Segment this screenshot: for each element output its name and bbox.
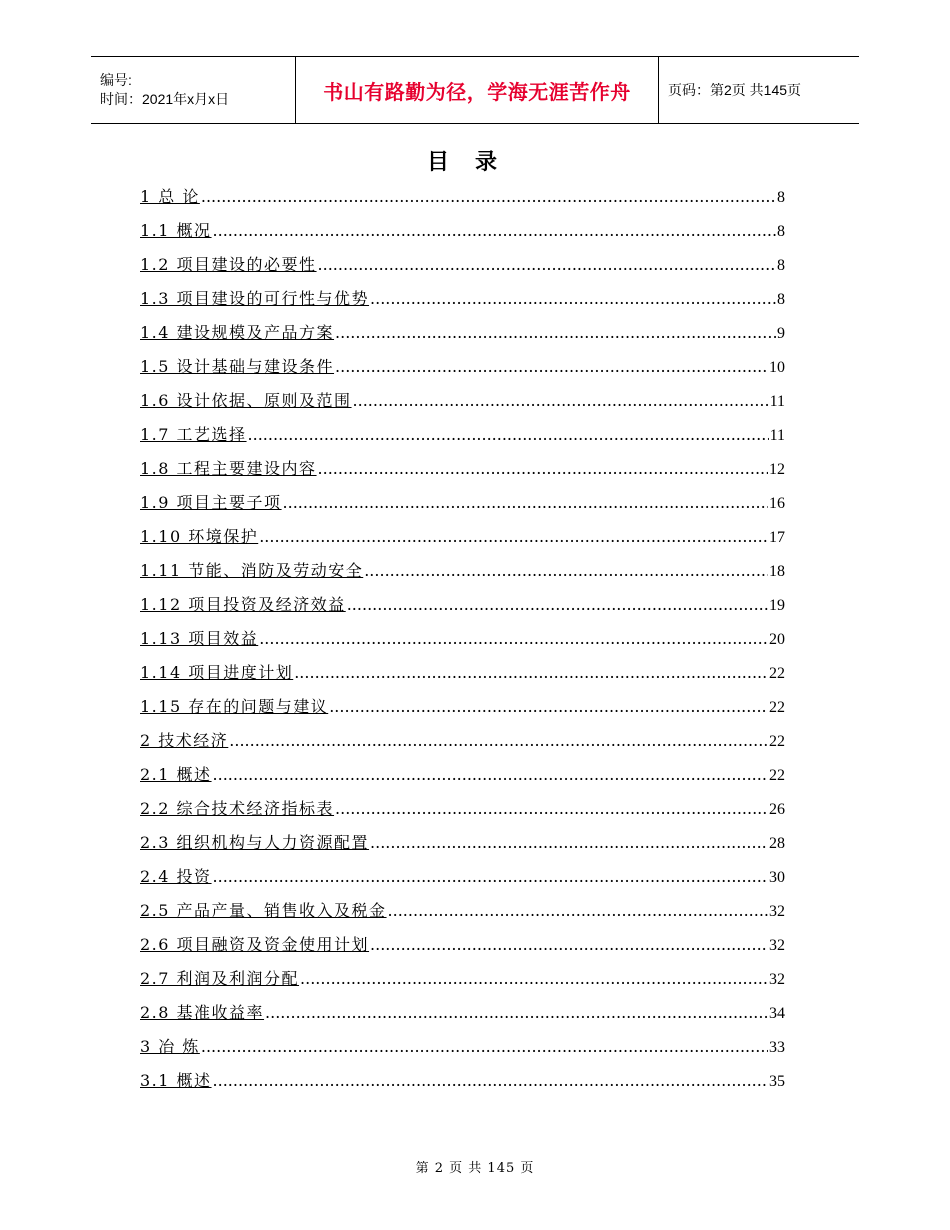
toc-page-number: 9 — [777, 325, 785, 342]
toc-entry-link[interactable]: 1 总 论 — [140, 187, 200, 206]
toc-dot-leader — [283, 490, 768, 516]
toc-entry[interactable] — [140, 694, 785, 728]
toc-entry[interactable] — [140, 490, 785, 524]
toc-page-number: 17 — [769, 529, 785, 546]
toc-entry-link[interactable]: 2.8 基准收益率 — [140, 1003, 265, 1022]
toc-page-number: 30 — [769, 869, 785, 886]
toc-page-number: 35 — [769, 1073, 785, 1090]
toc-page-number: 34 — [769, 1005, 785, 1022]
document-time: 时间：2021年x月x日 — [100, 91, 230, 107]
toc-page-number: 16 — [769, 495, 785, 512]
toc-entry-link[interactable]: 1.14 项目进度计划 — [140, 663, 294, 682]
toc-page-number: 19 — [769, 597, 785, 614]
toc-page-number: 18 — [769, 563, 785, 580]
toc-dot-leader — [329, 694, 768, 720]
toc-page-number: 20 — [769, 631, 785, 648]
toc-dot-leader — [370, 830, 768, 856]
toc-page-number: 8 — [777, 223, 785, 240]
toc-dot-leader — [213, 1068, 768, 1094]
toc-dot-leader — [294, 660, 768, 686]
toc-page-number: 26 — [769, 801, 785, 818]
toc-page-number: 8 — [777, 189, 785, 206]
toc-dot-leader — [335, 354, 768, 380]
toc-page-number: 28 — [769, 835, 785, 852]
document-number-label: 编号: — [100, 72, 132, 88]
toc-entry-link[interactable]: 1.10 环境保护 — [140, 527, 259, 546]
toc-entry[interactable] — [140, 388, 785, 422]
toc-entry[interactable] — [140, 422, 785, 456]
toc-page-number: 22 — [769, 767, 785, 784]
toc-entry[interactable] — [140, 252, 785, 286]
toc-entry-link[interactable]: 1.5 设计基础与建设条件 — [140, 357, 335, 376]
toc-entry[interactable] — [140, 218, 785, 252]
toc-dot-leader — [213, 762, 768, 788]
toc-page-number: 11 — [769, 393, 785, 410]
toc-entry-link[interactable]: 1.8 工程主要建设内容 — [140, 459, 317, 478]
toc-dot-leader — [259, 626, 768, 652]
toc-dot-leader — [370, 286, 776, 312]
toc-dot-leader — [370, 932, 768, 958]
toc-page-number: 12 — [769, 461, 785, 478]
toc-page-number: 10 — [769, 359, 785, 376]
toc-entry[interactable] — [140, 184, 785, 218]
header-motto-cell — [295, 57, 659, 123]
toc-entry[interactable] — [140, 286, 785, 320]
toc-entry-link[interactable]: 2.7 利润及利润分配 — [140, 969, 300, 988]
header-page-info: 页码：第2页 共145页 — [668, 82, 802, 98]
toc-dot-leader — [353, 388, 769, 414]
toc-entry-link[interactable]: 2.6 项目融资及资金使用计划 — [140, 935, 370, 954]
toc-entry[interactable] — [140, 966, 785, 1000]
toc-dot-leader — [388, 898, 768, 924]
toc-entry-link[interactable]: 1.6 设计依据、原则及范围 — [140, 391, 352, 410]
toc-title: 目录 — [426, 150, 523, 175]
toc-entry[interactable] — [140, 898, 785, 932]
toc-entry[interactable] — [140, 354, 785, 388]
toc-page-number: 8 — [777, 291, 785, 308]
table-of-contents — [140, 184, 785, 1102]
toc-entry-link[interactable]: 1.15 存在的问题与建议 — [140, 697, 329, 716]
toc-dot-leader — [213, 864, 768, 890]
toc-entry[interactable] — [140, 830, 785, 864]
toc-dot-leader — [265, 1000, 768, 1026]
toc-entry[interactable] — [140, 626, 785, 660]
toc-entry-link[interactable]: 1.11 节能、消防及劳动安全 — [140, 561, 364, 580]
toc-entry-link[interactable]: 1.7 工艺选择 — [140, 425, 247, 444]
toc-entry[interactable] — [140, 558, 785, 592]
toc-page-number: 22 — [769, 665, 785, 682]
toc-entry-link[interactable]: 1.3 项目建设的可行性与优势 — [140, 289, 370, 308]
toc-entry[interactable] — [140, 932, 785, 966]
toc-entry[interactable] — [140, 762, 785, 796]
toc-dot-leader — [318, 252, 776, 278]
toc-entry-link[interactable]: 2.3 组织机构与人力资源配置 — [140, 833, 370, 852]
toc-entry[interactable] — [140, 524, 785, 558]
toc-page-number: 22 — [769, 733, 785, 750]
toc-dot-leader — [335, 320, 776, 346]
toc-entry[interactable] — [140, 660, 785, 694]
toc-entry[interactable] — [140, 1068, 785, 1102]
toc-entry-link[interactable]: 1.4 建设规模及产品方案 — [140, 323, 335, 342]
toc-entry-link[interactable]: 1.9 项目主要子项 — [140, 493, 282, 512]
toc-entry[interactable] — [140, 728, 785, 762]
toc-entry[interactable] — [140, 456, 785, 490]
toc-dot-leader — [248, 422, 769, 448]
toc-entry[interactable] — [140, 864, 785, 898]
toc-page-number: 32 — [769, 903, 785, 920]
toc-entry-link[interactable]: 3.1 概述 — [140, 1071, 212, 1090]
toc-entry-link[interactable]: 1.12 项目投资及经济效益 — [140, 595, 346, 614]
toc-entry-link[interactable]: 3 冶 炼 — [140, 1037, 200, 1056]
toc-entry[interactable] — [140, 592, 785, 626]
toc-entry-link[interactable]: 1.2 项目建设的必要性 — [140, 255, 317, 274]
toc-entry-link[interactable]: 1.1 概况 — [140, 221, 212, 240]
toc-entry-link[interactable]: 1.13 项目效益 — [140, 629, 259, 648]
toc-entry-link[interactable]: 2.2 综合技术经济指标表 — [140, 799, 335, 818]
toc-page-number: 32 — [769, 937, 785, 954]
toc-entry-link[interactable]: 2.1 概述 — [140, 765, 212, 784]
page-header — [91, 56, 859, 124]
toc-page-number: 32 — [769, 971, 785, 988]
toc-dot-leader — [201, 1034, 768, 1060]
toc-entry[interactable] — [140, 1000, 785, 1034]
toc-page-number: 11 — [769, 427, 785, 444]
header-motto: 书山有路勤为径，学海无涯苦作舟 — [323, 79, 631, 104]
toc-entry[interactable] — [140, 796, 785, 830]
toc-dot-leader — [213, 218, 776, 244]
toc-page-number: 22 — [769, 699, 785, 716]
toc-entry-link[interactable]: 2.4 投资 — [140, 867, 212, 886]
header-page-info-cell — [659, 57, 801, 123]
toc-dot-leader — [201, 184, 776, 210]
toc-dot-leader — [364, 558, 768, 584]
toc-dot-leader — [318, 456, 768, 482]
toc-dot-leader — [347, 592, 768, 618]
toc-dot-leader — [229, 728, 768, 754]
toc-page-number: 8 — [777, 257, 785, 274]
toc-entry[interactable] — [140, 320, 785, 354]
toc-entry-link[interactable]: 2 技术经济 — [140, 731, 229, 750]
toc-dot-leader — [335, 796, 768, 822]
toc-page-number: 33 — [769, 1039, 785, 1056]
header-meta — [91, 57, 295, 123]
toc-dot-leader — [259, 524, 768, 550]
toc-entry[interactable] — [140, 1034, 785, 1068]
toc-entry-link[interactable]: 2.5 产品产量、销售收入及税金 — [140, 901, 387, 920]
page-footer: 第 2 页 共 145 页 — [415, 1161, 535, 1176]
toc-dot-leader — [300, 966, 768, 992]
